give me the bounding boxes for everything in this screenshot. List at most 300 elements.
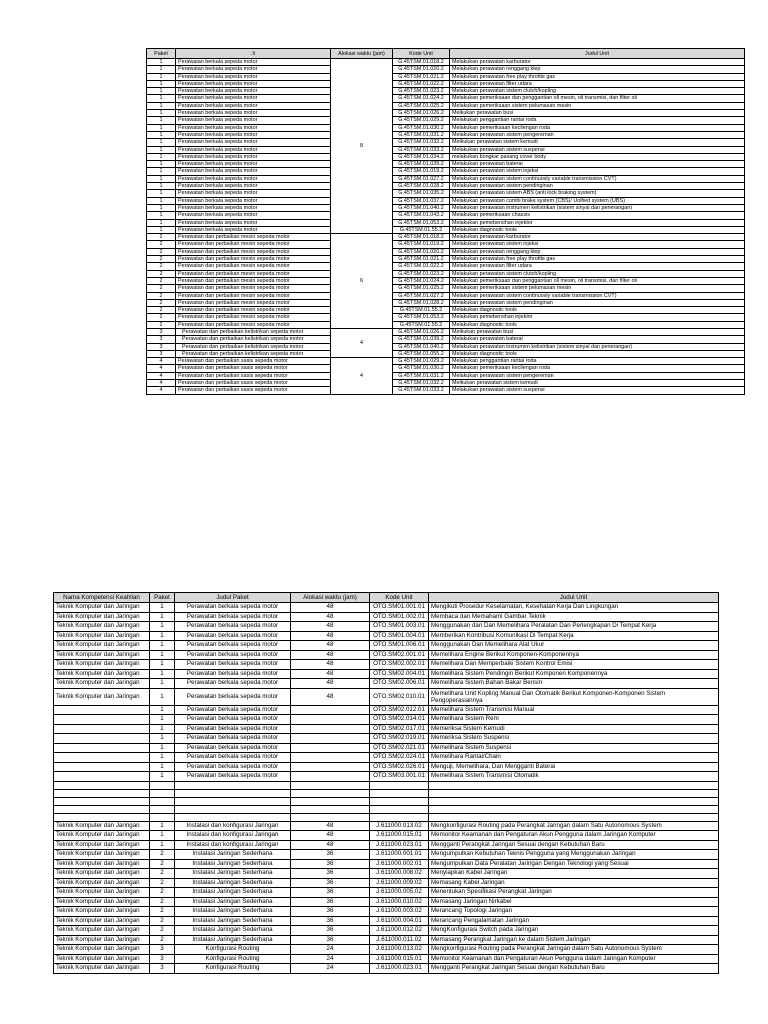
blank-cell <box>54 805 150 813</box>
alokasi-cell: 8 <box>331 59 393 234</box>
paket-cell: 1 <box>150 840 175 850</box>
paket-cell: 4 <box>147 387 176 394</box>
paket-cell: 1 <box>147 190 176 197</box>
table-row <box>54 660 719 670</box>
judul-unit-cell: Memelihara Sistem Transmisi Manual <box>429 705 719 715</box>
blank-cell <box>175 781 291 789</box>
judul-unit-cell: Melakukan perawatan karburator <box>450 234 745 241</box>
kompetensi-cell: Teknik Komputer dan Jaringan <box>54 821 150 831</box>
judul-paket-cell: Perawatan berkala sepeda motor <box>176 161 331 168</box>
blank-cell <box>54 789 150 797</box>
table-row <box>147 299 745 306</box>
judul-paket-cell: Perawatan berkala sepeda motor <box>175 641 291 651</box>
table-row <box>147 88 745 95</box>
kode-unit-cell: OTO.SM01.003.01 <box>370 622 429 632</box>
kode-unit-cell: J.611000.008.02 <box>370 869 429 879</box>
alokasi-cell: 36 <box>291 935 370 945</box>
table-row <box>54 622 719 632</box>
judul-paket-cell: Instalasi Jaringan Sederhana <box>175 859 291 869</box>
alokasi-cell: 36 <box>291 907 370 917</box>
paket-cell: 1 <box>150 669 175 679</box>
kode-unit-cell: J.611000.013.02 <box>370 821 429 831</box>
kompetensi-cell <box>54 705 150 715</box>
blank-cell <box>370 789 429 797</box>
judul-unit-cell: Melakukan perawatan sistem injeksi <box>450 241 745 248</box>
kode-unit-cell: G.45TSM.01.018.2 <box>393 59 450 66</box>
judul-unit-cell: Merancang Topologi Jaringan <box>429 907 719 917</box>
judul-paket-cell: Perawatan berkala sepeda motor <box>176 139 331 146</box>
judul-paket-cell: Perawatan dan perbaikan mesin sepeda motor <box>176 285 331 292</box>
kode-unit-cell: OTO.SM02.017.01 <box>370 724 429 734</box>
kode-unit-cell: G.45TSM.01.022.2 <box>393 263 450 270</box>
judul-unit-cell: Mengikuti Prosedur Keselamatan, Kesehatan Kerja Dan Lingkungan <box>429 603 719 613</box>
judul-paket-cell: Instalasi Jaringan Sederhana <box>175 897 291 907</box>
judul-paket-cell: Perawatan berkala sepeda motor <box>176 95 331 102</box>
kode-unit-cell: G.45TSM.01.019.2 <box>393 168 450 175</box>
kode-unit-cell: OTO.SM02.012.01 <box>370 705 429 715</box>
judul-unit-cell: Melakukan pemeriksaan kecilengan roda <box>450 124 745 131</box>
judul-paket-cell: Perawatan berkala sepeda motor <box>176 73 331 80</box>
kode-unit-cell: J.611000.015.01 <box>370 831 429 841</box>
kode-unit-cell: G.45TSM.01.027.2 <box>393 292 450 299</box>
kode-unit-cell: G.45TSM.01.025.2 <box>393 285 450 292</box>
alokasi-cell: 48 <box>291 612 370 622</box>
table-row <box>147 372 745 379</box>
table-row <box>147 226 745 233</box>
blank-cell <box>291 781 370 789</box>
table-row <box>147 387 745 394</box>
table-row <box>147 219 745 226</box>
table-row <box>147 365 745 372</box>
kode-unit-cell: G.45TSM.01.024.2 <box>393 277 450 284</box>
kode-unit-cell: G.45TSM.01.55.2 <box>393 321 450 328</box>
judul-unit-cell: Melkukan perawatan busi <box>450 328 745 335</box>
kode-unit-cell: G.45TSM.01.040.2 <box>393 343 450 350</box>
paket-cell: 1 <box>147 59 176 66</box>
judul-paket-cell: Perawatan dan perbaikan mesin sepeda motor <box>176 321 331 328</box>
kode-unit-cell: G.45TSM.01.030.2 <box>393 124 450 131</box>
paket-cell: 2 <box>147 277 176 284</box>
paket-cell: 2 <box>150 888 175 898</box>
kode-unit-cell: J.611000.015.01 <box>370 954 429 964</box>
judul-paket-cell: Instalasi Jaringan Sederhana <box>175 878 291 888</box>
judul-paket-cell: Perawatan dan perbaikan mesin sepeda motor <box>176 256 331 263</box>
judul-paket-cell: Perawatan dan perbaikan mesin sepeda motor <box>176 314 331 321</box>
judul-paket-cell: Konfigurasi Routing <box>175 964 291 974</box>
alokasi-cell <box>291 734 370 744</box>
kompetensi-cell <box>54 753 150 763</box>
judul-unit-cell: Melakukan diagnostic tools <box>450 321 745 328</box>
paket-cell: 2 <box>150 926 175 936</box>
alokasi-cell: 36 <box>291 859 370 869</box>
table-row <box>147 197 745 204</box>
table-row <box>147 183 745 190</box>
judul-paket-cell: Perawatan dan perbaikan sasis sepeda motor <box>176 365 331 372</box>
table-row <box>54 641 719 651</box>
header-paket: Paket <box>150 593 175 603</box>
judul-paket-cell: Perawatan berkala sepeda motor <box>175 734 291 744</box>
alokasi-cell: 6 <box>331 234 393 329</box>
judul-paket-cell: Perawatan berkala sepeda motor <box>176 190 331 197</box>
kode-unit-cell: G.45TSM.01.026.2 <box>393 110 450 117</box>
paket-cell: 1 <box>147 197 176 204</box>
table-row <box>54 859 719 869</box>
kompetensi-cell: Teknik Komputer dan Jaringan <box>54 935 150 945</box>
header-judul-paket: .li <box>176 49 331 59</box>
judul-unit-cell: Melakukan pemeriksaan dan penggantian oli mesin, oli transmisi, dan filter oli <box>450 95 745 102</box>
blank-cell <box>150 805 175 813</box>
table-row <box>54 669 719 679</box>
kompetensi-cell: Teknik Komputer dan Jaringan <box>54 954 150 964</box>
alokasi-cell: 48 <box>291 669 370 679</box>
judul-unit-cell: Melakukan perawatan free play throttle gas <box>450 73 745 80</box>
kode-unit-cell: G.45TSM.01.023.2 <box>393 88 450 95</box>
kompetensi-cell <box>54 743 150 753</box>
kompetensi-cell <box>54 724 150 734</box>
paket-cell: 2 <box>150 916 175 926</box>
table-row <box>54 945 719 955</box>
kode-unit-cell: OTO.SM02.002.01 <box>370 660 429 670</box>
kode-unit-cell: J.611000.013.02 <box>370 945 429 955</box>
judul-unit-cell: Mengganti Perangkat Jaringan Sesuai dengan Kebutuhan Baru <box>429 840 719 850</box>
paket-cell: 3 <box>150 945 175 955</box>
judul-unit-cell: Melakukan perawatan instrumen kelistrikan (sistem sinyal dan penerangan) <box>450 204 745 211</box>
blank-cell <box>429 805 719 813</box>
blank-cell <box>429 789 719 797</box>
judul-paket-cell: Perawatan berkala sepeda motor <box>176 168 331 175</box>
judul-unit-cell: Memelihara Rantai/Chain <box>429 753 719 763</box>
table-row <box>147 153 745 160</box>
judul-unit-cell: Mengumpulkan Data Peralatan Jaringan Dengan Teknologi yang Sesuai <box>429 859 719 869</box>
blank-cell <box>175 797 291 805</box>
kompetensi-cell <box>54 734 150 744</box>
table-row <box>147 212 745 219</box>
kode-unit-cell: G.45TSM.01.034.2 <box>393 153 450 160</box>
judul-paket-cell: Perawatan berkala sepeda motor <box>175 743 291 753</box>
table-row <box>54 840 719 850</box>
judul-paket-cell: Perawatan dan perbaikan mesin sepeda motor <box>176 299 331 306</box>
kode-unit-cell: OTO.SM02.010.01 <box>370 688 429 705</box>
kode-unit-cell: G.45TSM.01.020.2 <box>393 248 450 255</box>
judul-unit-cell: Melakukan perawatan sistem ABS (anti lock braking system) <box>450 190 745 197</box>
judul-unit-cell: Melakukan perawatan sistem clutch/kopling <box>450 270 745 277</box>
table-row <box>147 343 745 350</box>
kompetensi-cell <box>54 772 150 782</box>
table-row <box>147 204 745 211</box>
paket-cell: 1 <box>147 131 176 138</box>
judul-unit-cell: Memasang Jaringan Nirkabel <box>429 897 719 907</box>
paket-cell: 1 <box>147 219 176 226</box>
paket-cell: 1 <box>147 80 176 87</box>
judul-unit-cell: Melakukan perawatan sistem injeksi <box>450 168 745 175</box>
alokasi-cell <box>291 715 370 725</box>
judul-paket-cell: Perawatan berkala sepeda motor <box>176 80 331 87</box>
paket-cell: 4 <box>147 372 176 379</box>
table-row <box>147 248 745 255</box>
paket-cell: 1 <box>150 631 175 641</box>
alokasi-cell: 48 <box>291 831 370 841</box>
paket-cell: 1 <box>150 762 175 772</box>
judul-unit-cell: Melakukan pemeriksaan sistem pelumasan mesin <box>450 285 745 292</box>
paket-cell: 3 <box>150 964 175 974</box>
paket-cell: 1 <box>147 146 176 153</box>
alokasi-cell: 36 <box>291 897 370 907</box>
paket-cell: 1 <box>150 641 175 651</box>
table-row <box>54 603 719 613</box>
paket-cell: 1 <box>147 102 176 109</box>
judul-unit-cell: Memeriksa Sistem Suspensi <box>429 734 719 744</box>
paket-cell: 1 <box>150 650 175 660</box>
table-row <box>147 190 745 197</box>
alokasi-cell: 48 <box>291 688 370 705</box>
judul-paket-cell: Perawatan berkala sepeda motor <box>175 622 291 632</box>
kompetensi-cell: Teknik Komputer dan Jaringan <box>54 631 150 641</box>
table-row <box>147 234 745 241</box>
kode-unit-cell: G.45TSM.01.029.2 <box>393 117 450 124</box>
paket-cell: 1 <box>147 88 176 95</box>
header-alokasi: Alokasi waktu (jam) <box>291 593 370 603</box>
table-row <box>54 753 719 763</box>
table-row <box>147 139 745 146</box>
judul-unit-cell: Memonitor Keamanan dan Pengaturan Akun Pengguna dalam Jaringan Komputer <box>429 831 719 841</box>
judul-unit-cell: Melakukan pemeriksaan kecilengan roda <box>450 365 745 372</box>
table-row <box>54 724 719 734</box>
paket-cell: 1 <box>147 183 176 190</box>
judul-paket-cell: Perawatan berkala sepeda motor <box>176 226 331 233</box>
judul-unit-cell: Melkukan perawatan sistem kemudi <box>450 139 745 146</box>
judul-unit-cell: Melakukan perawatan renggang klep <box>450 248 745 255</box>
judul-paket-cell: Perawatan berkala sepeda motor <box>175 612 291 622</box>
paket-cell: 2 <box>147 234 176 241</box>
unit-table-motorcycle <box>146 48 745 395</box>
paket-cell: 1 <box>147 175 176 182</box>
judul-unit-cell: Memeriksa Sistem Kemudi <box>429 724 719 734</box>
judul-unit-cell: Melakukan perawatan sistem continuosly variable transmission CVT) <box>450 292 745 299</box>
table-row <box>147 285 745 292</box>
judul-unit-cell: Mengkonfigurasi Routing pada Perangkat Jaringan dalam Satu Autonomous System <box>429 945 719 955</box>
judul-paket-cell: Perawatan berkala sepeda motor <box>175 650 291 660</box>
judul-paket-cell: Konfigurasi Routing <box>175 954 291 964</box>
judul-unit-cell: Melakukan perawatan sistem continuosly variable transmission CVT) <box>450 175 745 182</box>
judul-paket-cell: Perawatan berkala sepeda motor <box>175 705 291 715</box>
paket-cell: 1 <box>147 161 176 168</box>
judul-paket-cell: Perawatan berkala sepeda motor <box>176 102 331 109</box>
judul-unit-cell: Melakukan perawatan free play throttle gas <box>450 256 745 263</box>
kode-unit-cell: J.611000.012.02 <box>370 926 429 936</box>
alokasi-cell: 36 <box>291 888 370 898</box>
judul-paket-cell: Perawatan berkala sepeda motor <box>176 131 331 138</box>
table-row <box>54 907 719 917</box>
table-row <box>147 358 745 365</box>
judul-paket-cell: Perawatan berkala sepeda motor <box>175 772 291 782</box>
judul-unit-cell: Melakukan penggantian rantai roda <box>450 117 745 124</box>
judul-unit-cell: Menguji, Memelihara, Dan Mengganti Baterai <box>429 762 719 772</box>
judul-paket-cell: Instalasi dan konfigurasi Jaringan <box>175 831 291 841</box>
kompetensi-cell: Teknik Komputer dan Jaringan <box>54 641 150 651</box>
kompetensi-cell: Teknik Komputer dan Jaringan <box>54 897 150 907</box>
judul-unit-cell: Melakukan perawatan sistem suspensi <box>450 146 745 153</box>
kode-unit-cell: J.611000.023.01 <box>370 964 429 974</box>
kode-unit-cell: G.45TSM.01.039.2 <box>393 336 450 343</box>
table-row <box>147 124 745 131</box>
judul-unit-cell: Memasang Kabel Jaringan <box>429 878 719 888</box>
paket-cell: 1 <box>147 73 176 80</box>
kompetensi-cell: Teknik Komputer dan Jaringan <box>54 660 150 670</box>
table-row <box>54 926 719 936</box>
paket-cell: 2 <box>150 935 175 945</box>
paket-cell: 1 <box>150 831 175 841</box>
judul-paket-cell: Perawatan berkala sepeda motor <box>176 59 331 66</box>
paket-cell: 1 <box>147 226 176 233</box>
judul-paket-cell: Perawatan berkala sepeda motor <box>175 631 291 641</box>
table-header-row <box>147 49 745 59</box>
paket-cell: 1 <box>150 705 175 715</box>
kompetensi-cell: Teknik Komputer dan Jaringan <box>54 945 150 955</box>
kode-unit-cell: G.45TSM.01.022.2 <box>393 80 450 87</box>
kode-unit-cell: G.45TSM.01.018.2 <box>393 234 450 241</box>
paket-cell: 3 <box>147 336 176 343</box>
blank-cell <box>291 789 370 797</box>
paket-cell: 2 <box>147 292 176 299</box>
kompetensi-cell: Teknik Komputer dan Jaringan <box>54 916 150 926</box>
kode-unit-cell: G.45TSM.01.029.2 <box>393 358 450 365</box>
table-row <box>147 256 745 263</box>
paket-cell: 1 <box>150 688 175 705</box>
judul-unit-cell: Melakukan perawatan renggang klep <box>450 66 745 73</box>
judul-unit-cell: Memberikan Kontribusi Komunikasi Di Tempat Kerja <box>429 631 719 641</box>
paket-cell: 4 <box>147 380 176 387</box>
kode-unit-cell: G.45TSM.01.053.2 <box>393 314 450 321</box>
table-row <box>54 888 719 898</box>
judul-unit-cell: Memasang Perangkat Jaringan ke dalam Sistem Jaringan <box>429 935 719 945</box>
judul-unit-cell: Melakukan perawatan sistem suspensi <box>450 387 745 394</box>
judul-paket-cell: Perawatan dan perbaikan mesin sepeda motor <box>176 263 331 270</box>
kode-unit-cell: J.611000.011.02 <box>370 935 429 945</box>
alokasi-cell: 36 <box>291 878 370 888</box>
blank-cell <box>370 797 429 805</box>
alokasi-cell: 48 <box>291 840 370 850</box>
table-row <box>147 66 745 73</box>
table-row <box>54 688 719 705</box>
alokasi-cell: 48 <box>291 660 370 670</box>
judul-paket-cell: Perawatan dan perbaikan kelistrikan sepeda motor <box>176 350 331 357</box>
kompetensi-cell: Teknik Komputer dan Jaringan <box>54 650 150 660</box>
judul-paket-cell: Perawatan berkala sepeda motor <box>175 724 291 734</box>
judul-paket-cell: Perawatan berkala sepeda motor <box>176 124 331 131</box>
alokasi-cell: 36 <box>291 869 370 879</box>
kode-unit-cell: G.45TSM.01.055.2 <box>393 350 450 357</box>
table-row <box>54 916 719 926</box>
kode-unit-cell: OTO.SM02.004.01 <box>370 669 429 679</box>
alokasi-cell <box>291 724 370 734</box>
header-judul-unit: Judul Unit <box>450 49 745 59</box>
kode-unit-cell: J.611000.002.01 <box>370 859 429 869</box>
table-row <box>54 821 719 831</box>
judul-paket-cell: Perawatan dan perbaikan kelistrikan sepeda motor <box>176 336 331 343</box>
kode-unit-cell: J.611000.003.02 <box>370 907 429 917</box>
paket-cell: 2 <box>147 321 176 328</box>
judul-paket-cell: Perawatan berkala sepeda motor <box>175 762 291 772</box>
judul-unit-cell: Memonitor Keamanan dan Pengaturan Akun Pengguna dalam Jaringan Komputer <box>429 954 719 964</box>
judul-paket-cell: Instalasi Jaringan Sederhana <box>175 888 291 898</box>
judul-unit-cell: MengKonfigurasi Switch pada Jaringan <box>429 926 719 936</box>
judul-unit-cell: Melakukan perawatan filter udara <box>450 80 745 87</box>
judul-paket-cell: Instalasi Jaringan Sederhana <box>175 916 291 926</box>
unit-table-tkj <box>53 592 719 974</box>
blank-cell <box>54 781 150 789</box>
kode-unit-cell: G.45TSM.01.028.2 <box>393 183 450 190</box>
kompetensi-cell: Teknik Komputer dan Jaringan <box>54 831 150 841</box>
paket-cell: 2 <box>150 878 175 888</box>
kode-unit-cell: G.45TSM.01.025.2 <box>393 102 450 109</box>
table-row <box>147 131 745 138</box>
kode-unit-cell: G.45TSM.01.019.2 <box>393 241 450 248</box>
table-row <box>147 263 745 270</box>
judul-paket-cell: Perawatan berkala sepeda motor <box>176 88 331 95</box>
kode-unit-cell: G.45TSM.01.040.2 <box>393 204 450 211</box>
judul-unit-cell: Menggunakan dan Dan Memelihara Peralatan Dan Perlengkapan Di Tempat Kerja <box>429 622 719 632</box>
judul-paket-cell: Perawatan dan perbaikan mesin sepeda motor <box>176 292 331 299</box>
paket-cell: 3 <box>147 343 176 350</box>
paket-cell: 1 <box>150 724 175 734</box>
blank-cell <box>54 797 150 805</box>
kode-unit-cell: G.45TSM.01.053.2 <box>393 219 450 226</box>
judul-paket-cell: Perawatan dan perbaikan sasis sepeda motor <box>176 358 331 365</box>
kode-unit-cell: OTO.SM01.001.01 <box>370 603 429 613</box>
judul-unit-cell: Melakukan perawatan sistem clutch/kopling <box>450 88 745 95</box>
alokasi-cell: 48 <box>291 650 370 660</box>
judul-unit-cell: Melakukan perawatan instrumen kelistrikan (sistem sinyal dan penerangan) <box>450 343 745 350</box>
kode-unit-cell: G.45TSM.01.023.2 <box>393 270 450 277</box>
kode-unit-cell: G.45TSM.01.031.2 <box>393 131 450 138</box>
judul-unit-cell: Melakukan perawatan sistem pendinginan <box>450 183 745 190</box>
judul-paket-cell: Instalasi dan konfigurasi Jaringan <box>175 840 291 850</box>
table-row <box>54 612 719 622</box>
judul-paket-cell: Perawatan dan perbaikan sasis sepeda motor <box>176 372 331 379</box>
judul-unit-cell: Melakukan perawatan baterai <box>450 161 745 168</box>
table-row <box>147 336 745 343</box>
table-row <box>147 73 745 80</box>
paket-cell: 2 <box>147 256 176 263</box>
kode-unit-cell: G.45TSM.01.043.2 <box>393 212 450 219</box>
kompetensi-cell: Teknik Komputer dan Jaringan <box>54 850 150 860</box>
judul-paket-cell: Instalasi Jaringan Sederhana <box>175 850 291 860</box>
judul-paket-cell: Perawatan dan perbaikan mesin sepeda motor <box>176 270 331 277</box>
judul-paket-cell: Instalasi dan konfigurasi Jaringan <box>175 821 291 831</box>
judul-paket-cell: Perawatan berkala sepeda motor <box>176 117 331 124</box>
alokasi-cell: 48 <box>291 631 370 641</box>
paket-cell: 1 <box>150 734 175 744</box>
paket-cell: 2 <box>147 241 176 248</box>
paket-cell: 1 <box>147 139 176 146</box>
paket-cell: 2 <box>150 897 175 907</box>
paket-cell: 1 <box>150 679 175 689</box>
kompetensi-cell: Teknik Komputer dan Jaringan <box>54 907 150 917</box>
judul-unit-cell: Melkukan perawatan sistem kemudi <box>450 380 745 387</box>
blank-cell <box>370 781 429 789</box>
paket-cell: 1 <box>150 660 175 670</box>
judul-paket-cell: Perawatan dan perbaikan kelistrikan sepeda motor <box>176 328 331 335</box>
judul-unit-cell: Mengumpulkan Kebutuhan Teknis Pengguna yang Menggunakan Jaringan <box>429 850 719 860</box>
alokasi-cell: 48 <box>291 821 370 831</box>
alokasi-cell <box>291 743 370 753</box>
table-row <box>54 743 719 753</box>
judul-unit-cell: Membaca dan Memahami Gambar Teknik <box>429 612 719 622</box>
judul-unit-cell: Melakukan diagnostic tools <box>450 307 745 314</box>
kompetensi-cell: Teknik Komputer dan Jaringan <box>54 669 150 679</box>
judul-paket-cell: Perawatan dan perbaikan sasis sepeda motor <box>176 387 331 394</box>
judul-unit-cell: Melakukan perawatan karburator <box>450 59 745 66</box>
